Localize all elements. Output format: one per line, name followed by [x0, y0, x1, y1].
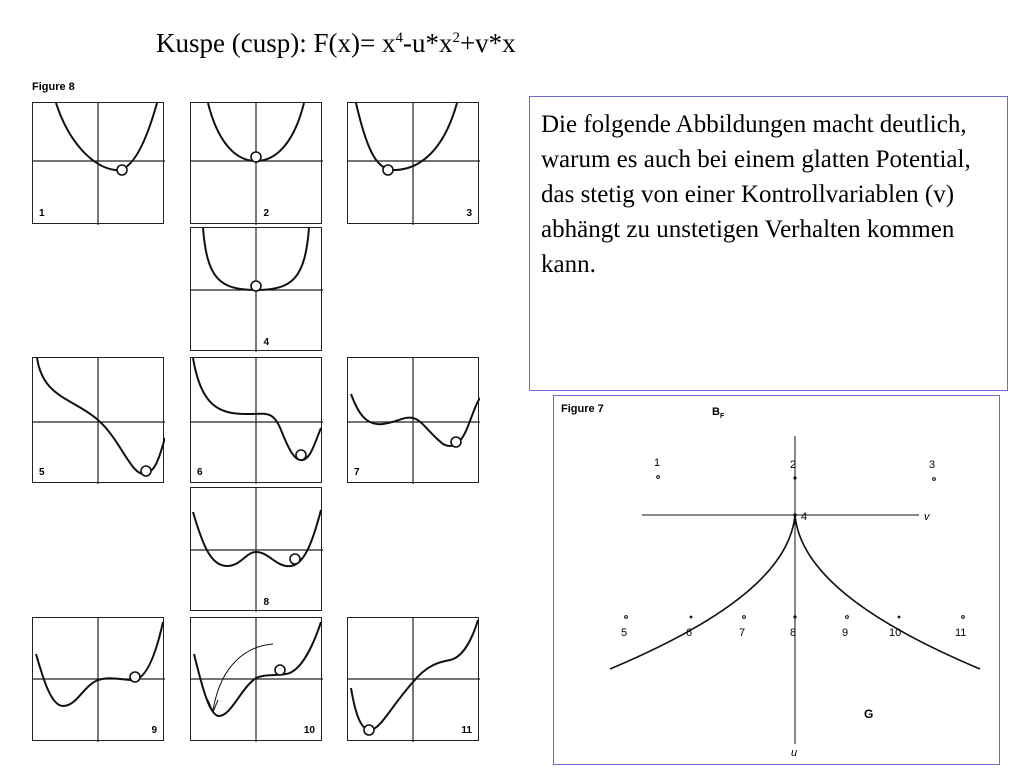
page-title: Kuspe (cusp): $F(x)= x^4-u*x^2+v*x$	[156, 28, 516, 58]
potential-panel-2	[190, 102, 322, 224]
cusp-left-branch	[610, 515, 795, 669]
potential-panel-4	[190, 227, 322, 351]
point-label-2: 2	[790, 459, 797, 471]
point-label-9: 9	[842, 627, 849, 639]
figure-7-label: Figure 7	[561, 403, 604, 415]
point-marker-3	[933, 478, 936, 481]
potential-panel-10	[190, 617, 322, 741]
point-marker-9	[846, 616, 849, 619]
region-bf-label: $B_F$	[712, 406, 725, 420]
point-marker-6	[690, 616, 693, 619]
potential-panel-1	[32, 102, 164, 224]
point-label-7: 7	[739, 627, 746, 639]
panel-number-10: 10	[303, 725, 315, 736]
potential-panel-5	[32, 357, 164, 483]
point-label-3: 3	[929, 459, 936, 471]
potential-curve-8	[191, 488, 323, 612]
point-label-11: 11	[955, 627, 967, 639]
point-marker-7	[743, 616, 746, 619]
axis-v-label: v	[924, 511, 930, 523]
region-g-label: G	[864, 707, 874, 721]
panel-number-4: 4	[263, 337, 269, 348]
cusp-diagram	[554, 396, 1001, 766]
cusp-right-branch	[795, 515, 980, 669]
panel-number-1: 1	[39, 208, 45, 219]
figure-8-label: Figure 8	[32, 81, 75, 93]
potential-panel-8	[190, 487, 322, 611]
point-marker-1	[657, 476, 660, 479]
potential-panel-11	[347, 617, 479, 741]
potential-curve-9	[33, 618, 165, 742]
potential-curve-7	[348, 358, 480, 484]
point-label-4: 4	[801, 511, 808, 523]
panel-number-2: 2	[263, 208, 269, 219]
potential-curve-3	[348, 103, 480, 225]
panel-number-3: 3	[466, 208, 472, 219]
point-label-10: 10	[889, 627, 902, 639]
point-marker-10	[898, 616, 901, 619]
figure-7-cusp-diagram	[553, 395, 1000, 765]
potential-curve-4	[191, 228, 323, 352]
point-marker-2	[793, 476, 796, 479]
axis-u-label: u	[791, 747, 798, 759]
panel-number-6: 6	[197, 467, 203, 478]
point-label-8: 8	[790, 627, 797, 639]
point-marker-8	[793, 615, 796, 618]
potential-curve-5	[33, 358, 165, 484]
potential-curve-2	[191, 103, 323, 225]
description-text: Die folgende Abbildungen macht deutlich, warum es auch bei einem glatten Potential, das stetig von einer Kontrollvariablen (v) abhängt zu unstetigen Verhalten kommen kann.	[541, 111, 971, 278]
point-label-1: 1	[654, 457, 661, 469]
potential-curve-10	[191, 618, 323, 742]
potential-curve-1	[33, 103, 165, 225]
panel-number-5: 5	[39, 467, 45, 478]
panel-number-7: 7	[354, 467, 360, 478]
potential-panel-6	[190, 357, 322, 483]
potential-panel-7	[347, 357, 479, 483]
potential-curve-11	[348, 618, 480, 742]
point-marker-11	[962, 616, 965, 619]
point-label-6: 6	[686, 627, 693, 639]
potential-panel-9	[32, 617, 164, 741]
description-text-box	[529, 96, 1008, 391]
panel-number-8: 8	[263, 597, 269, 608]
panel-number-11: 11	[461, 725, 472, 736]
point-marker-4	[793, 513, 797, 517]
potential-curve-6	[191, 358, 323, 484]
panel-number-9: 9	[151, 725, 157, 736]
potential-panel-3	[347, 102, 479, 224]
point-marker-5	[625, 616, 628, 619]
point-label-5: 5	[621, 627, 628, 639]
